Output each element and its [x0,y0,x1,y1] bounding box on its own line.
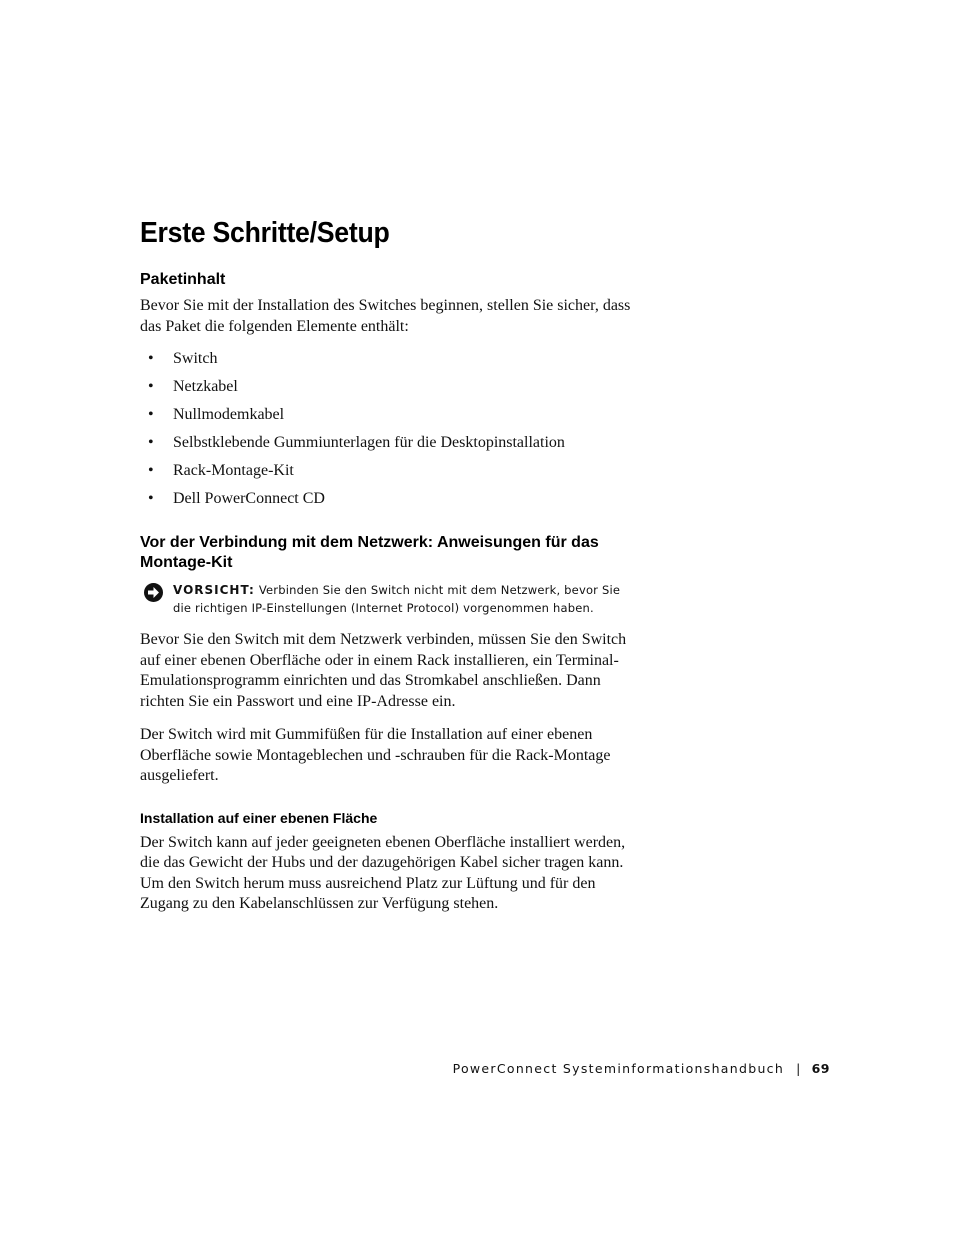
list-item: • Dell PowerConnect CD [148,490,325,507]
bullet-icon: • [148,462,154,479]
list-item: • Netzkabel [148,378,238,395]
paragraph: Der Switch wird mit Gummifüßen für die Installation auf einer ebenen Oberfläche sowie Montageblechen und -schrauben für die Rack-Montage ausgeliefert. [140,726,611,784]
caution-text: Verbinden Sie den Switch nicht mit dem Netzwerk, bevor Sie die richtigen IP-Einstellungen (Internet Protocol) vorgenommen haben. [173,583,621,615]
list-item: • Nullmodemkabel [148,406,285,423]
paragraph: Bevor Sie den Switch mit dem Netzwerk verbinden, müssen Sie den Switch auf einer ebenen Oberfläche oder in einem Rack installieren, ein Terminal-Emulationsprogramm einrichten und das Stromkabel anschließen. Dann richten Sie ein Passwort und eine IP-Adresse ein. [140,631,627,710]
caution-arrow-icon [143,582,164,603]
bullet-icon: • [148,406,154,423]
bullet-icon: • [148,434,154,451]
page-title: Erste Schritte/Setup [140,217,390,249]
package-contents-list [140,349,640,509]
bullet-icon: • [148,350,154,367]
caution-label: VORSICHT: [173,583,255,597]
caution-notice [140,581,640,617]
section-heading-montage: Vor der Verbindung mit dem Netzwerk: Anweisungen für das Montage-Kit [140,534,599,571]
paragraph: Der Switch kann auf jeder geeigneten ebenen Oberfläche installiert werden, die das Gewicht der Hubs und der dazugehörigen Kabel sicher tragen kann. Um den Switch herum muss ausreichend Platz zur Lüftung und für den Zugang zu den Kabelanschlüssen zur Verfügung stehen. [140,833,626,912]
page-number: 69 [811,1061,830,1076]
footer-book-title: PowerConnect Systeminformationshandbuch [452,1061,785,1076]
page-footer [453,1061,830,1076]
list-item: • Rack-Montage-Kit [148,462,294,479]
bullet-icon: • [148,378,154,395]
list-item: • Selbstklebende Gummiunterlagen für die Desktopinstallation [148,434,565,451]
list-item: • Switch [148,350,218,367]
footer-separator: | [796,1061,802,1076]
section-heading-paketinhalt: Paketinhalt [140,271,226,288]
subsection-heading-flat-surface: Installation auf einer ebenen Fläche [140,809,378,826]
page-content [140,214,640,915]
section-intro: Bevor Sie mit der Installation des Switches beginnen, stellen Sie sicher, dass das Paket die folgenden Elemente enthält: [140,297,631,335]
bullet-icon: • [148,490,154,507]
